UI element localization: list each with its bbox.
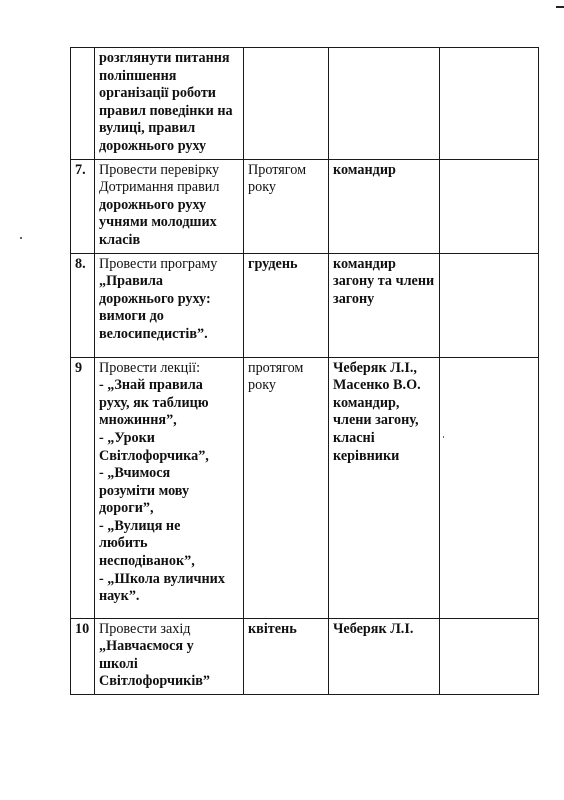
term-line: грудень — [248, 255, 298, 272]
term-line: квітень — [248, 620, 297, 637]
activity-plan-table — [70, 47, 539, 695]
activity-line: Провести лекції: — [99, 359, 201, 376]
activity-line: несподіванок”, — [99, 553, 195, 570]
activity-line: дорожнього руху — [99, 137, 207, 154]
activity-line: Провести перевірку — [99, 161, 220, 178]
activity-line: розуміти мову — [99, 482, 190, 499]
activity-line: дорожнього руху — [99, 196, 207, 213]
activity-line: - „Вулиця не — [99, 517, 181, 534]
activity-line: Провести захід — [99, 620, 191, 637]
activity-cell — [95, 48, 244, 160]
mark-cell — [440, 48, 539, 160]
activity-cell — [95, 159, 244, 253]
activity-line: руху, як таблицю — [99, 394, 209, 411]
term-line: протягом — [248, 359, 304, 376]
scan-speck — [443, 436, 444, 438]
row-number: 9 — [71, 357, 95, 618]
activity-line: дорожнього руху: — [99, 290, 211, 307]
activity-line: Дотримання правил — [99, 179, 220, 196]
row-number — [71, 48, 95, 160]
responsible-cell — [329, 159, 440, 253]
activity-line: множиння”, — [99, 412, 177, 429]
activity-line: учнями молодших — [99, 214, 217, 231]
responsible-line: Чеберяк Л.І. — [333, 620, 414, 637]
activity-line: вулиці, правил — [99, 120, 196, 137]
term-cell — [244, 253, 329, 357]
activity-line: Світлофорчика”, — [99, 447, 209, 464]
activity-line: правил поведінки на — [99, 102, 233, 119]
responsible-line: загону — [333, 290, 375, 307]
row-number: 8. — [71, 253, 95, 357]
term-line: року — [248, 377, 276, 394]
responsible-line: командир, — [333, 394, 400, 411]
activity-line: наук”. — [99, 588, 140, 605]
row-number: 7. — [71, 159, 95, 253]
term-line: року — [248, 179, 276, 196]
activity-line: „Правила — [99, 273, 164, 290]
term-cell — [244, 48, 329, 160]
activity-line: класів — [99, 231, 141, 248]
responsible-line: командир — [333, 161, 396, 178]
activity-line: любить — [99, 535, 148, 552]
responsible-line: загону та члени — [333, 273, 435, 290]
mark-cell — [440, 618, 539, 694]
activity-line: - „Уроки — [99, 429, 155, 446]
scan-speck — [20, 237, 22, 239]
table-row — [71, 253, 539, 357]
activity-line: Світлофорчиків” — [99, 673, 211, 690]
responsible-line: Масенко В.О. — [333, 377, 421, 394]
responsible-line: класні — [333, 429, 375, 446]
term-cell — [244, 357, 329, 618]
activity-line: поліпшення — [99, 67, 177, 84]
activity-line: велосипедистів”. — [99, 325, 208, 342]
activity-line: організації роботи — [99, 85, 216, 102]
responsible-cell — [329, 253, 440, 357]
activity-line: вимоги до — [99, 308, 164, 325]
activity-line: дороги”, — [99, 500, 154, 517]
activity-line: школі — [99, 655, 138, 672]
responsible-line: керівники — [333, 447, 400, 464]
responsible-cell — [329, 357, 440, 618]
table-row — [71, 159, 539, 253]
responsible-cell — [329, 48, 440, 160]
responsible-line: командир — [333, 255, 396, 272]
table-row — [71, 357, 539, 618]
activity-line: „Навчаємося у — [99, 638, 194, 655]
mark-cell — [440, 253, 539, 357]
activity-line: Провести програму — [99, 255, 218, 272]
term-cell — [244, 618, 329, 694]
mark-cell — [440, 357, 539, 618]
activity-line: - „Школа вуличних — [99, 570, 225, 587]
term-cell — [244, 159, 329, 253]
row-number: 10 — [71, 618, 95, 694]
responsible-cell — [329, 618, 440, 694]
activity-cell — [95, 253, 244, 357]
responsible-line: члени загону, — [333, 412, 419, 429]
activity-line: - „Вчимося — [99, 465, 171, 482]
activity-cell — [95, 357, 244, 618]
table-row — [71, 618, 539, 694]
responsible-line: Чеберяк Л.І., — [333, 359, 417, 376]
term-line: Протягом — [248, 161, 307, 178]
table-row — [71, 48, 539, 160]
activity-line: - „Знай правила — [99, 377, 203, 394]
scan-mark — [556, 6, 564, 8]
mark-cell — [440, 159, 539, 253]
activity-line: розглянути питання — [99, 50, 230, 66]
activity-cell — [95, 618, 244, 694]
